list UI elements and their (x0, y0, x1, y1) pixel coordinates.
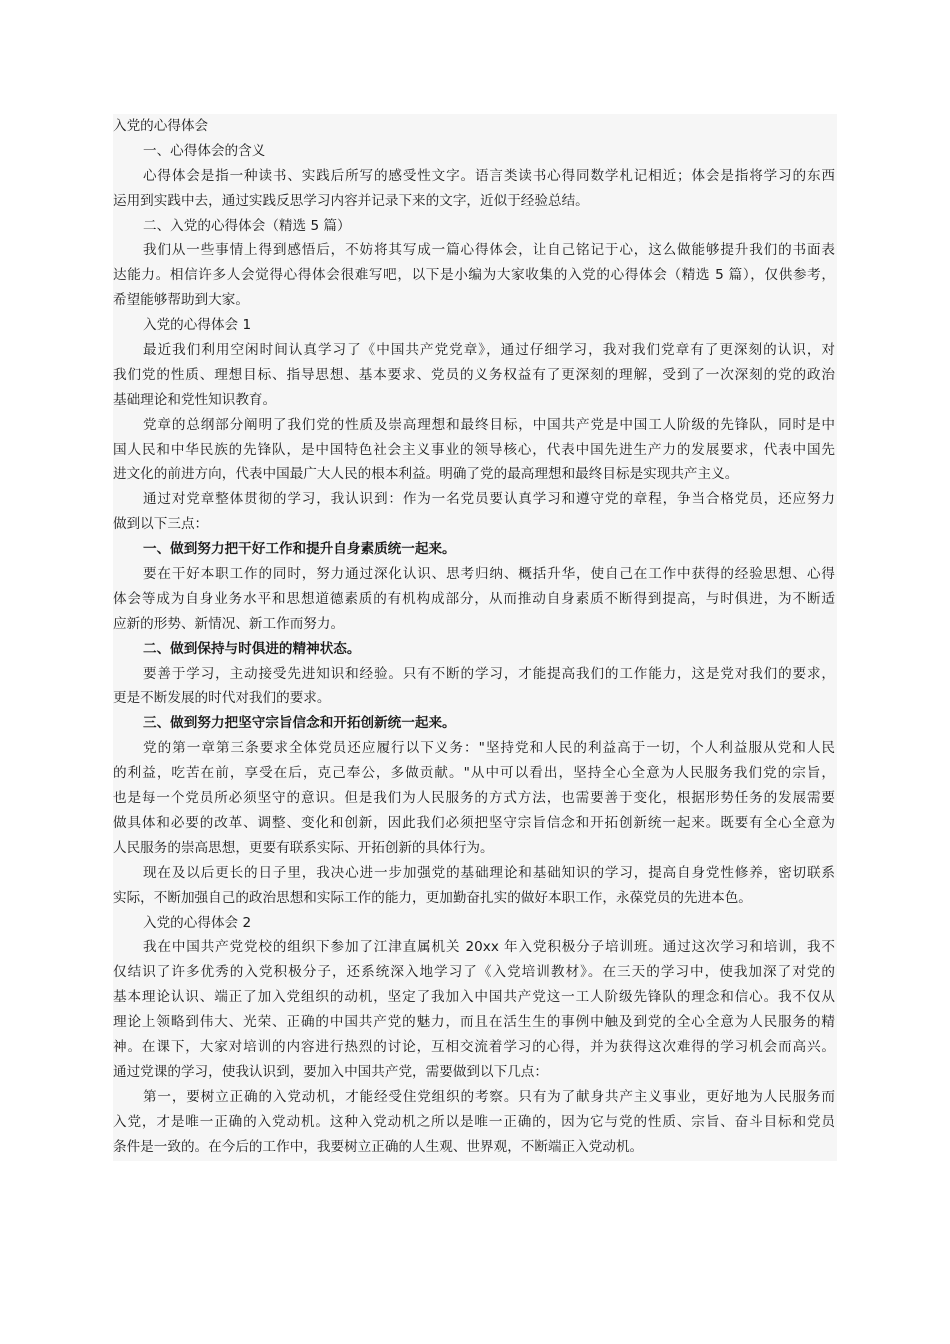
text-line: 党章的总纲部分阐明了我们党的性质及崇高理想和最终目标，中国共产党是中国工人阶级的先锋队，同时是中 (143, 416, 835, 433)
text-line: 现在及以后更长的日子里，我决心进一步加强党的基础理论和基础知识的学习，提高自身党性修养，密切联系 (143, 864, 835, 881)
text-line: 的利益，吃苦在前，享受在后，克己奉公，多做贡献。"从中可以看出，坚持全心全意为人民服务我们党的宗旨， (113, 765, 835, 782)
text-line: 基本理论认识、端正了加入党组织的动机，坚定了我加入中国共产党这一工人阶级先锋队的理念和信心。我不仅从 (113, 989, 835, 1006)
text-line: 入党的心得体会 2 (143, 914, 252, 931)
text-line: 做到以下三点： (113, 516, 209, 533)
text-line: 更是不断发展的时代对我们的要求。 (113, 690, 331, 707)
text-line: 也是每一个党员所必须坚守的意识。但是我们为人民服务的方式方法，也需要善于变化，根据形势任务的发展需要 (113, 790, 835, 807)
text-line: 入党，才是唯一正确的入党动机。这种入党动机之所以是唯一正确的，因为它与党的性质、宗旨、奋斗目标和党员 (113, 1113, 835, 1130)
text-line: 入党的心得体会 (113, 118, 209, 134)
text-line: 心得体会是指一种读书、实践后所写的感受性文字。语言类读书心得同数学札记相近；体会是指将学习的东西 (143, 167, 835, 184)
text-line: 最近我们利用空闲时间认真学习了《中国共产党党章》，通过仔细学习，我对我们党章有了更深刻的认识，对 (143, 342, 835, 359)
text-line: 达能力。相信许多人会觉得心得体会很难写吧，以下是小编为大家收集的入党的心得体会（精选 5 篇），仅供参考， (113, 267, 835, 284)
text-line: 通过党课的学习，使我认识到，要加入中国共产党，需要做到以下几点： (113, 1063, 548, 1080)
text-line: 运用到实践中去，通过实践反思学习内容并记录下来的文字，近似于经验总结。 (113, 192, 589, 209)
text-line: 我在中国共产党党校的组织下参加了江津直属机关 20xx 年入党积极分子培训班。通过这次学习和培训，我不 (143, 939, 835, 956)
text-line: 人民服务的崇高思想，更要有联系实际、开拓创新的具体行为。 (113, 839, 494, 856)
text-line: 我们党的性质、理想目标、指导思想、基本要求、党员的义务权益有了更深刻的理解，受到了一次深刻的党的政治 (113, 366, 835, 383)
text-line: 要在干好本职工作的同时，努力通过深化认识、思考归纳、概括升华，使自己在工作中获得的经验思想、心得 (143, 566, 835, 583)
text-line: 通过对党章整体贯彻的学习，我认识到：作为一名党员要认真学习和遵守党的章程，争当合格党员，还应努力 (143, 491, 835, 508)
text-line: 入党的心得体会 1 (143, 317, 252, 334)
text-line: 理论上领略到伟大、光荣、正确的中国共产党的魅力，而且在活生生的事例中触及到党的全心全意为人民服务的精 (113, 1014, 835, 1031)
text-line: 做具体和必要的改革、调整、变化和创新，因此我们必须把坚守宗旨信念和开拓创新统一起来。既要有全心全意为 (113, 814, 835, 831)
section-heading: 一、做到努力把干好工作和提升自身素质统一起来。 (143, 541, 456, 558)
text-line: 条件是一致的。在今后的工作中，我要树立正确的人生观、世界观，不断端正入党动机。 (113, 1138, 644, 1155)
text-line: 进文化的前进方向，代表中国最广大人民的根本利益。明确了党的最高理想和最终目标是实现共产主义。 (113, 466, 739, 483)
section-heading: 二、做到保持与时俱进的精神状态。 (143, 640, 361, 657)
text-line: 仅结识了许多优秀的入党积极分子，还系统深入地学习了《入党培训教材》。在三天的学习中，使我加深了对党的 (113, 964, 835, 981)
section-heading: 三、做到努力把坚守宗旨信念和开拓创新统一起来。 (143, 715, 456, 732)
text-line: 体会等成为自身业务水平和思想道德素质的有机构成部分，从而推动自身素质不断得到提高，与时俱进，为不断适 (113, 590, 835, 607)
text-line: 基础理论和党性知识教育。 (113, 391, 277, 408)
text-line: 实际，不断加强自己的政治思想和实际工作的能力，更加勤奋扎实的做好本职工作，永葆党员的先进本色。 (113, 889, 752, 906)
text-line: 应新的形势、新情况、新工作而努力。 (113, 615, 345, 632)
text-line: 国人民和中华民族的先锋队，是中国特色社会主义事业的领导核心，代表中国先进生产力的发展要求，代表中国先 (113, 441, 835, 458)
text-line: 一、心得体会的含义 (143, 142, 266, 159)
text-line: 党的第一章第三条要求全体党员还应履行以下义务："坚持党和人民的利益高于一切，个人利益服从党和人民 (143, 740, 835, 757)
text-line: 二、入党的心得体会（精选 5 篇） (143, 217, 351, 234)
text-line: 神。在课下，大家对培训的内容进行热烈的讨论，互相交流着学习的心得，并为获得这次难得的学习机会而高兴。 (113, 1038, 835, 1055)
text-line: 我们从一些事情上得到感悟后，不妨将其写成一篇心得体会，让自己铭记于心，这么做能够提升我们的书面表 (143, 242, 835, 259)
text-line: 第一，要树立正确的入党动机，才能经受住党组织的考察。只有为了献身共产主义事业，更好地为人民服务而 (143, 1088, 835, 1105)
text-line: 要善于学习，主动接受先进知识和经验。只有不断的学习，才能提高我们的工作能力，这是党对我们的要求， (143, 665, 835, 682)
text-line: 希望能够帮助到大家。 (113, 292, 249, 309)
document-body (113, 114, 837, 1161)
